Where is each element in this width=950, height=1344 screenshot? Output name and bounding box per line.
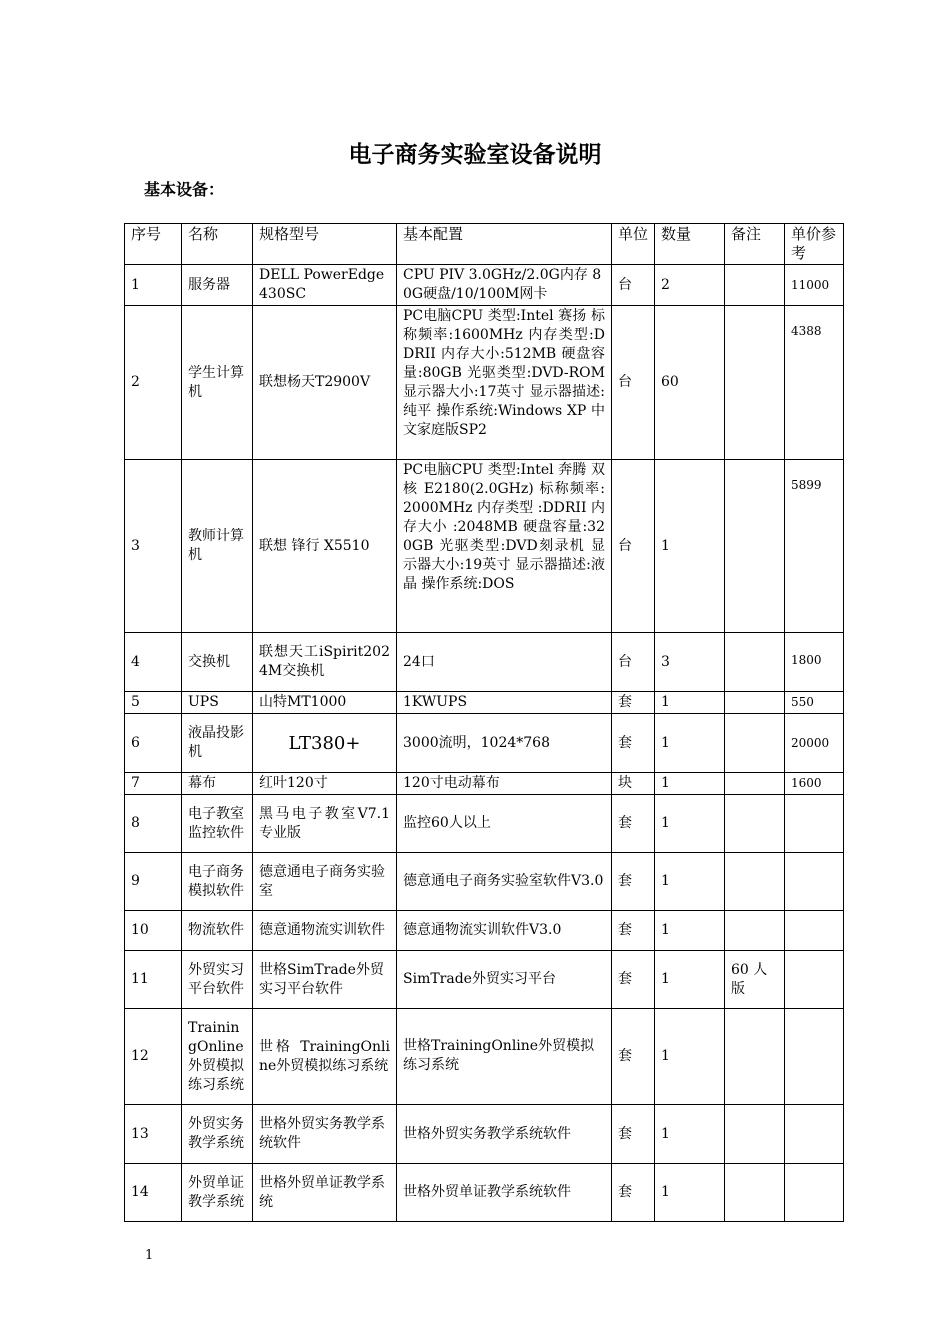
cell-model: DELL PowerEdge430SC (253, 265, 397, 306)
cell-note (725, 911, 785, 951)
cell-no: 11 (125, 951, 182, 1009)
cell-name: UPS (182, 692, 253, 714)
cell-unit: 台 (612, 633, 655, 692)
table-row (125, 460, 844, 633)
cell-name: 学生计算机 (182, 306, 253, 460)
cell-config: 监控60人以上 (397, 795, 612, 853)
cell-name: 物流软件 (182, 911, 253, 951)
table-row (125, 1164, 844, 1222)
table-row (125, 951, 844, 1009)
cell-model: 世格外贸实务教学系统软件 (253, 1105, 397, 1164)
cell-config: 德意通物流实训软件V3.0 (397, 911, 612, 951)
cell-unit: 套 (612, 1009, 655, 1105)
cell-qty: 1 (655, 1164, 725, 1222)
cell-qty: 1 (655, 773, 725, 795)
cell-qty: 1 (655, 1105, 725, 1164)
header-price: 单价参考 (785, 224, 844, 265)
cell-qty: 1 (655, 853, 725, 911)
cell-config: 世格外贸实务教学系统软件 (397, 1105, 612, 1164)
cell-price (785, 1105, 844, 1164)
cell-no: 4 (125, 633, 182, 692)
cell-unit: 套 (612, 714, 655, 773)
cell-qty: 1 (655, 714, 725, 773)
cell-config: PC电脑CPU 类型:Intel 奔腾 双核 E2180(2.0GHz) 标称频率:2000MHz 内存类型 :DDRII 内存大小 :2048MB 硬盘容量:320GB 光驱类型:DVD刻录机 显示器大小:19英寸 显示器描述:液晶 操作系统:DOS (397, 460, 612, 633)
cell-qty: 3 (655, 633, 725, 692)
table-row (125, 1009, 844, 1105)
document-title: 电子商务实验室设备说明 (348, 142, 602, 168)
cell-unit: 套 (612, 692, 655, 714)
cell-no: 7 (125, 773, 182, 795)
cell-price (785, 1164, 844, 1222)
cell-unit: 套 (612, 1105, 655, 1164)
cell-model: 联想 锋行 X5510 (253, 460, 397, 633)
cell-no: 2 (125, 306, 182, 460)
cell-qty: 60 (655, 306, 725, 460)
cell-price: 1800 (785, 633, 844, 692)
page-number: 1 (145, 1248, 154, 1263)
cell-note (725, 853, 785, 911)
cell-no: 3 (125, 460, 182, 633)
table-row (125, 633, 844, 692)
table-row (125, 265, 844, 306)
cell-price: 5899 (785, 460, 844, 633)
cell-name: 外贸单证教学系统 (182, 1164, 253, 1222)
cell-qty: 1 (655, 460, 725, 633)
table-row (125, 795, 844, 853)
header-model: 规格型号 (253, 224, 397, 265)
cell-name: 服务器 (182, 265, 253, 306)
cell-model: 德意通物流实训软件 (253, 911, 397, 951)
cell-name: 液晶投影机 (182, 714, 253, 773)
cell-unit: 套 (612, 911, 655, 951)
cell-note (725, 633, 785, 692)
cell-name: 电子教室监控软件 (182, 795, 253, 853)
cell-unit: 套 (612, 853, 655, 911)
cell-config: 3000流明，1024*768 (397, 714, 612, 773)
cell-price: 1600 (785, 773, 844, 795)
cell-config: 世格外贸单证教学系统软件 (397, 1164, 612, 1222)
cell-qty: 2 (655, 265, 725, 306)
cell-note (725, 714, 785, 773)
cell-config: 世格TrainingOnline外贸模拟练习系统 (397, 1009, 612, 1105)
cell-model: 联想杨天T2900V (253, 306, 397, 460)
cell-unit: 套 (612, 951, 655, 1009)
cell-qty: 1 (655, 692, 725, 714)
cell-model: LT380+ (253, 714, 397, 773)
table-row (125, 306, 844, 460)
cell-model: 德意通电子商务实验室 (253, 853, 397, 911)
header-config: 基本配置 (397, 224, 612, 265)
cell-note (725, 1105, 785, 1164)
cell-no: 14 (125, 1164, 182, 1222)
cell-name: 外贸实务教学系统 (182, 1105, 253, 1164)
cell-unit: 块 (612, 773, 655, 795)
cell-qty: 1 (655, 951, 725, 1009)
cell-config: CPU PIV 3.0GHz/2.0G内存 80G硬盘/10/100M网卡 (397, 265, 612, 306)
cell-price: 550 (785, 692, 844, 714)
cell-price (785, 951, 844, 1009)
cell-price (785, 911, 844, 951)
cell-unit: 套 (612, 1164, 655, 1222)
cell-unit: 台 (612, 265, 655, 306)
cell-price (785, 795, 844, 853)
cell-config: 德意通电子商务实验室软件V3.0 (397, 853, 612, 911)
table-row (125, 773, 844, 795)
cell-price: 4388 (785, 306, 844, 460)
cell-name: 电子商务模拟软件 (182, 853, 253, 911)
cell-qty: 1 (655, 1009, 725, 1105)
cell-note (725, 306, 785, 460)
cell-model: 红叶120寸 (253, 773, 397, 795)
cell-name: 交换机 (182, 633, 253, 692)
cell-price (785, 853, 844, 911)
cell-note (725, 692, 785, 714)
cell-model: 世格 TrainingOnline外贸模拟练习系统 (253, 1009, 397, 1105)
cell-note (725, 1009, 785, 1105)
cell-no: 9 (125, 853, 182, 911)
cell-qty: 1 (655, 795, 725, 853)
cell-unit: 台 (612, 460, 655, 633)
header-qty: 数量 (655, 224, 725, 265)
cell-note (725, 460, 785, 633)
table-row (125, 714, 844, 773)
table-row (125, 1105, 844, 1164)
cell-config: 24口 (397, 633, 612, 692)
cell-model: 世格SimTrade外贸实习平台软件 (253, 951, 397, 1009)
cell-config: SimTrade外贸实习平台 (397, 951, 612, 1009)
cell-note (725, 265, 785, 306)
cell-name: 教师计算机 (182, 460, 253, 633)
table-row (125, 911, 844, 951)
section-heading: 基本设备： (144, 180, 225, 199)
cell-unit: 套 (612, 795, 655, 853)
equipment-table (124, 223, 844, 1222)
cell-model: 黑马电子教室V7.1 专业版 (253, 795, 397, 853)
header-no: 序号 (125, 224, 182, 265)
cell-note (725, 773, 785, 795)
cell-config: 120寸电动幕布 (397, 773, 612, 795)
cell-no: 12 (125, 1009, 182, 1105)
cell-no: 1 (125, 265, 182, 306)
cell-no: 8 (125, 795, 182, 853)
cell-price (785, 1009, 844, 1105)
cell-note (725, 1164, 785, 1222)
cell-no: 5 (125, 692, 182, 714)
cell-price: 20000 (785, 714, 844, 773)
cell-note: 60 人版 (725, 951, 785, 1009)
cell-unit: 台 (612, 306, 655, 460)
header-unit: 单位 (612, 224, 655, 265)
cell-config: PC电脑CPU 类型:Intel 赛扬 标称频率:1600MHz 内存类型:DDRII 内存大小:512MB 硬盘容量:80GB 光驱类型:DVD-ROM 显示器大小:17英寸 显示器描述:纯平 操作系统:Windows XP 中文家庭版SP2 (397, 306, 612, 460)
table-row (125, 692, 844, 714)
cell-model: 世格外贸单证教学系统 (253, 1164, 397, 1222)
table-row (125, 853, 844, 911)
cell-model: 山特MT1000 (253, 692, 397, 714)
cell-no: 10 (125, 911, 182, 951)
cell-no: 6 (125, 714, 182, 773)
cell-config: 1KWUPS (397, 692, 612, 714)
cell-name: TrainingOnline外贸模拟练习系统 (182, 1009, 253, 1105)
cell-model: 联想天工iSpirit2024M交换机 (253, 633, 397, 692)
cell-no: 13 (125, 1105, 182, 1164)
cell-name: 幕布 (182, 773, 253, 795)
cell-name: 外贸实习平台软件 (182, 951, 253, 1009)
table-header-row (125, 224, 844, 265)
header-note: 备注 (725, 224, 785, 265)
cell-price: 11000 (785, 265, 844, 306)
cell-note (725, 795, 785, 853)
header-name: 名称 (182, 224, 253, 265)
cell-qty: 1 (655, 911, 725, 951)
